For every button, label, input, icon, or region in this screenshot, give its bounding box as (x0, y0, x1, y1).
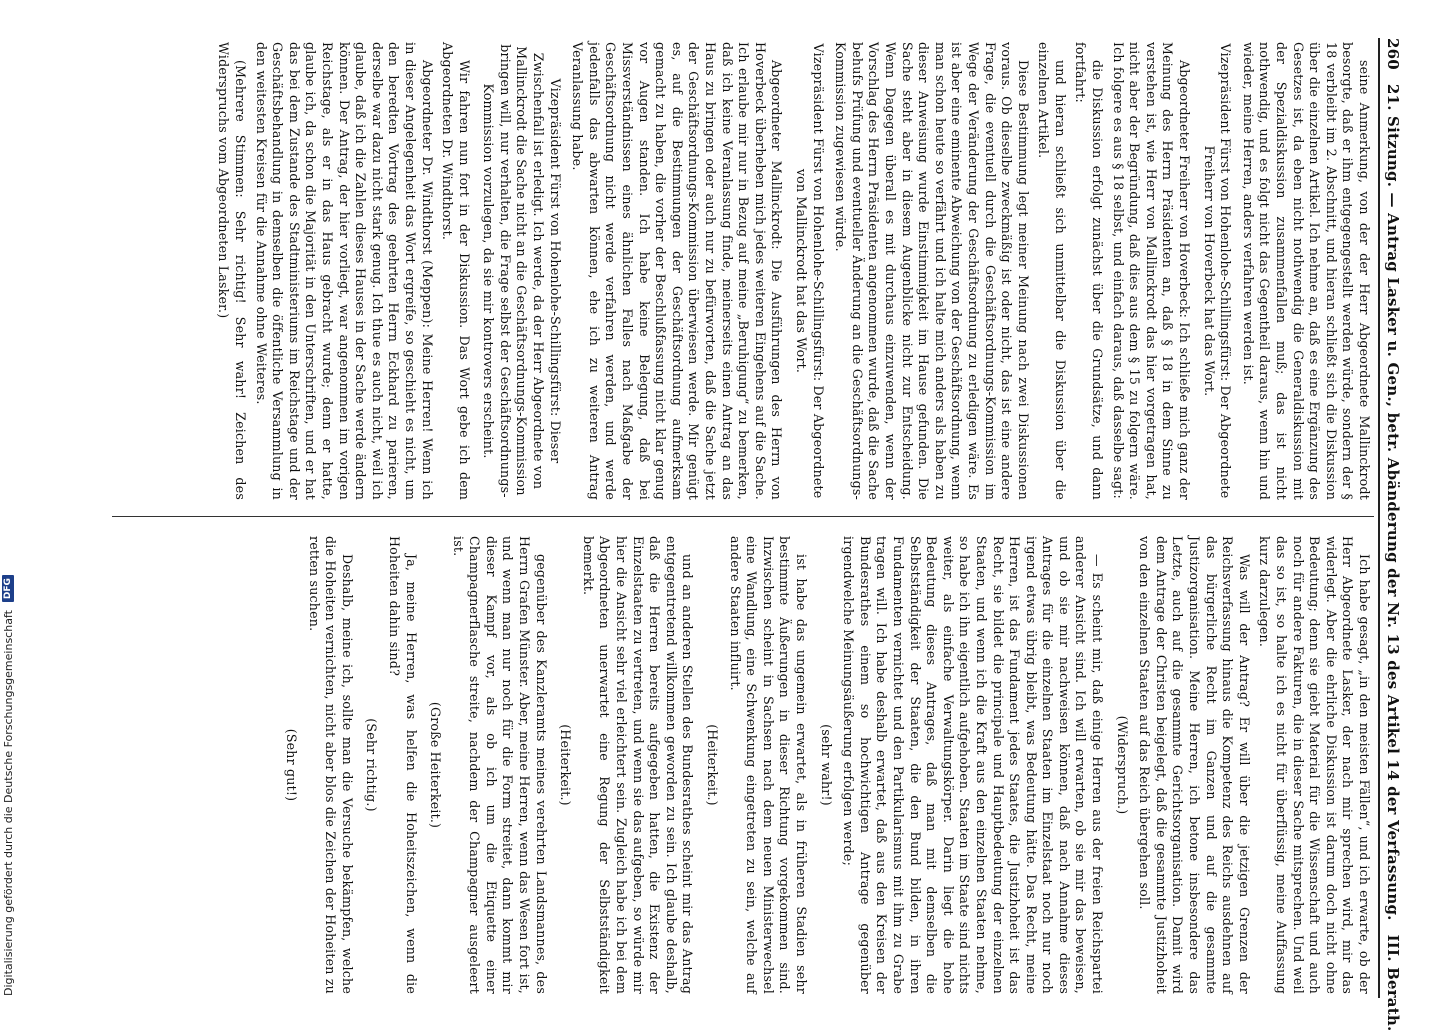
section-heading: Vizepräsident Fürst von Hohenlohe-Schillingsfürst: Der Abgeordnete Freiherr von Hoverbeck hat das Wort. (1201, 43, 1234, 499)
right-column (283, 536, 1372, 994)
paragraph: gegenüber des Kanzleramts meines verehrten Landsmannes, des Herrn Grafen Münster. Aber, meine Herren, wenn das Wesen fort ist, und wenn man nur noch für die Form streitet, dann kommt mir dieser Kampf vor, als ob ich um die Etiquette einer Champagnerflasche streite, nachdem der Champagner ausgeleert ist. (450, 536, 549, 994)
paragraph: seine Anmerkung, von der der Herr Abgeordnete Mallinckrodt besorgte, daß er ihm entgegengestellt werden würde, sondern der § 18 verbleibt im 2. Abschnitt, und hieran schließt sich die Diskussion über die einzelnen Artikel. Ich nehme an, daß es eine Ergänzung des Gesetzes ist, da eben nicht nothwendig die Generaldiskussion mit der Spezialdiskussion zusammenfallen muß; das ist nicht nothwendig, und es folgt nicht das Gegentheil daraus, wenn hin und wieder, meine Herren, anders verfahren werden ist. (1240, 42, 1372, 500)
paragraph: die Diskussion erfolgt zunächst über die Grundsätze, und dann fortfahrt: (1073, 42, 1106, 500)
section-heading: Vizepräsident Fürst von Hohenlohe-Schillingsfürst: Dieser Zwischenfall ist erledigt. Ich werde, da der Herr Abgeordnete von Mallinckrodt die Sache nicht an die Geschäftsordnungs-Kommission bringen will, nur verhalten, die Frage selbst der Geschäftsordnungs-Kommission vorzulegen, da sie mir kontrovers erscheint. (481, 44, 563, 498)
paragraph: — Es scheint mir, daß einige Herren aus der freien Reichspartei anderer Ansicht sind. Ich will erwarten, ob sie mir das beweisen, und ob sie mir nachweisen können, daß nach Annahme dieses Antrages für die einzelnen Staaten im Einzelstaat noch nur noch irgend etwas übrig bleibt, was Bedeutung hätte. Das Recht, meine Herren, ist das Fundament jedes Staates, die Justizhoheit ist das Recht, sie bildet die principale und Hauptbedeutung der einzelnen Staaten, und wenn ich die Kraft aus den einzelnen Staaten nehme, so habe ich ihn eigentlich aufgehoben. Staaten im Staate sind nichts weiter, als einfache Verwaltungskörper. Darin liegt die hohe Bedeutung dieses Antrages, daß man mit demselben die Selbstständigkeit der Staaten, die den Bund bilden, in ihren Fundamenten vernichtet und den Partikularismus mit ihm zu Grabe tragen will. Ich habe deshalb erwartet, daß aus den Kreisen der Bundesrathes einem so hochwichtigen Antrage gegenüber irgendwelche Meinungsäußerung erfolgen werde; (841, 536, 1106, 994)
paragraph: Ich habe gesagt, „in den meisten Fällen“, und ich erwarte, ob der Herr Abgeordnete Lasker, der nach mir sprechen wird, mir das widerlegt. Aber die ehrliche Diskussion ist darum doch nicht ohne Bedeutung; denn sie giebt Material für die Wissenschaft und auch noch für andere Fakturen, die in dieser Sache mitsprechen. Und weil das so ist, so halte ich es nicht für überflüssig, meine Auffassung kurz darzulegen. (1257, 536, 1372, 994)
dfg-logo: DFG (2, 575, 14, 602)
paragraph: und an anderen Stellen des Bundesrathes scheint mir das Antrag entgegentretend willkommen geworden zu sein. Ich glaube deshalb, daß die Herren bereits aufgegeben hatten, die Existenz der Einzelstaaten zu vertreten, und wenn sie das aufgeben, so würde mir hier die Ansicht sehr viel erleichtert sein. Zugleich habe ich bei dem Abgeordneten unerwartet eine Regung der Selbstständigkeit bemerkt. (580, 536, 696, 994)
running-title: 21. Sitzung. — Antrag Lasker u. Gen., betr. Abänderung der Nr. 13 des Artikel 14 der Verfassung. (1384, 83, 1402, 921)
page-number: 260 (1384, 38, 1402, 70)
paragraph: Abgeordneter Dr. Windthorst (Meppen): Meine Herren! Wenn ich in dieser Angelegenheit das Wort ergreife, so geschieht es nicht, um den beredten Vortrag des geehrten Herrn Eckhard zu parieren, derselbe war dazu nicht stark genug. Ich thue es auch nicht, weil ich glaube, daß ich die Zahlen dieses Hauses in der Sache werde ändern können. Der Antrag, der hier vorliegt, war angenommen im vorigen Reichstage, als er in das Haus gebracht wurde; denn er hatte, glaube ich, da schon die Majorität in den Unterschriften, und er hat das bei dem Zustande des Stadtministeriums im Reichstage und der Geschäftsbehandlung in demselben die öffentliche Versammlung in den weitesten Kreisen für die Annahme ohne Weiteres. (253, 42, 435, 500)
credit-text: Digitalisierung gefördert durch die Deutsche Forschungsgemeinschaft (1, 610, 15, 996)
section-heading: (Große Heiterkeit.) (428, 701, 444, 829)
paragraph: Abgeordneter Mallinckrodt: Die Ausführungen des Herrn von Hoverbeck überheben mich jedes weiteren Eingehens auf die Sache. Ich erlaube mir nur in Bezug auf meine „Beruhigung“ zu bemerken, daß ich keine Veranlassung finde, meinerseits einen Antrag an das Haus zu bringen oder auch nur zu befürworten, daß die Sache jetzt der Geschäftsordnungs-Kommission überwiesen werde. Mir genügt es, auf die Bestimmungen der Geschäftsordnung aufmerksam gemacht zu haben, die vorher der Beschlußfassung nicht klar genug vor Augen standen. Ich habe keine Belegung, daß bei Missverständnissen eines ähnlichen Falles nach Maßgabe der Geschäftsordnung nicht werde verfahren werden, und werde jedenfalls das abwarten können, ehe ich zu weiteren Antrag Veranlassung habe. (570, 42, 785, 500)
section-heading: (Sehr gut!) (283, 728, 299, 802)
paragraph: Deshalb, meine ich, sollte man die Versuche bekämpfen, welche die Hoheiten vernichten, nicht aber blos die Zeichen der Hoheiten zu retten suchen. (306, 536, 355, 994)
section-heading: (sehr wahr!) (818, 724, 834, 806)
paragraph: Was will der Antrag? Er will über die jetzigen Grenzen der Reichsverfassung hinaus die Kompetenz des Reichs ausdehnen auf das bürgerliche Recht im Ganzen und auf die gesammte Justizorganisation. Meine Herren, ich betone insbesondere das Letzte, auch auf die gesammte Gerichtsorganisation. Damit wird dem Antrage der Christen beigelegt, daß die gesammte Justizhoheit von den einzelnen Staaten auf das Reich übergehen soll. (1137, 536, 1252, 994)
section-heading: (Heiterkeit.) (705, 724, 721, 806)
paragraph: Diese Bestimmung legt meiner Meinung nach zwei Diskussionen voraus. Ob dieselbe zweckmäßig ist oder nicht, das ist eine andere Frage, die eventuell durch die Geschäftsordnungs-Kommission im Wege der Veränderung der Geschäftsordnung zu erledigen wäre. Es ist aber eine eminente Abweichung von der Geschäftsordnung, wenn man schon heute so verfährt und ich halte mich anders als haben zu dieser Anweisung wurde Einstimmigkeit im Hause gefunden. Die Sache steht aber in diesem Augenblicke nicht zur Entscheidung. Wenn Dagegen überall es mit durchaus einzuwenden, wenn der Vorschlag des Herrn Präsidenten angenommen wurde, daß die Sache behufs Prüfung und eventueller Änderung an die Geschäftsordnungs-Kommission zugewiesen würde. (833, 42, 1031, 500)
paragraph: Abgeordneter Freiherr von Hoverbeck: Ich schließe mich ganz der Meinung des Herrn Präsidenten an, daß § 18 in dem Sinne zu verstehen ist, wie Herr von Mallinckrodt das hier vorgetragen hat, nicht aber der Begründung, daß dies aus dem § 15 zu folgern wäre. Ich folgere es aus § 18 selbst, und einfach daraus, daß dasselbe sagt: (1110, 42, 1193, 500)
section-heading: (Sehr richtig.) (364, 718, 380, 812)
page-header (1378, 38, 1406, 1031)
left-column (112, 42, 1372, 500)
paragraph: ist habe das ungemein erwartet, als in früheren Stadien sehr bestimmte Äußerungen in dieser Richtung vorgekommen sind. Inzwischen scheint in Sachsen nach dem neuen Ministerwechsel eine Wandlung, eine Schwenkung eingetreten zu sein, welche auf andere Staaten influirt. (727, 536, 809, 994)
paragraph: Wir fahren nun fort in der Diskussion. Das Wort gebe ich dem Abgeordneten Dr. Windthorst. (440, 42, 472, 500)
reading-label: III. Berath. (1384, 934, 1402, 1031)
paragraph: Ja, meine Herren, was helfen die Hoheitszeichen, wenn die Hoheiten dahin sind? (386, 536, 419, 994)
section-heading: (Widerspruch.) (1114, 715, 1130, 815)
column-divider (112, 516, 1374, 517)
paragraph: und hieran schließt sich unmittelbar die Diskussion über die einzelnen Artikel. (1036, 42, 1068, 500)
paragraph: (Mehrere Stimmen: Sehr richtig! Sehr wahr! Zeichen des Widerspruchs vom Abgeordneten Lasker.) (216, 42, 248, 500)
digitization-credit (0, 0, 16, 1000)
scanned-page (106, 38, 1406, 1031)
section-heading: (Heiterkeit.) (558, 724, 574, 806)
section-heading: Vizepräsident Fürst von Hohenlohe-Schillingsfürst: Der Abgeordnete von Mallinckrodt hat das Wort. (794, 43, 826, 499)
